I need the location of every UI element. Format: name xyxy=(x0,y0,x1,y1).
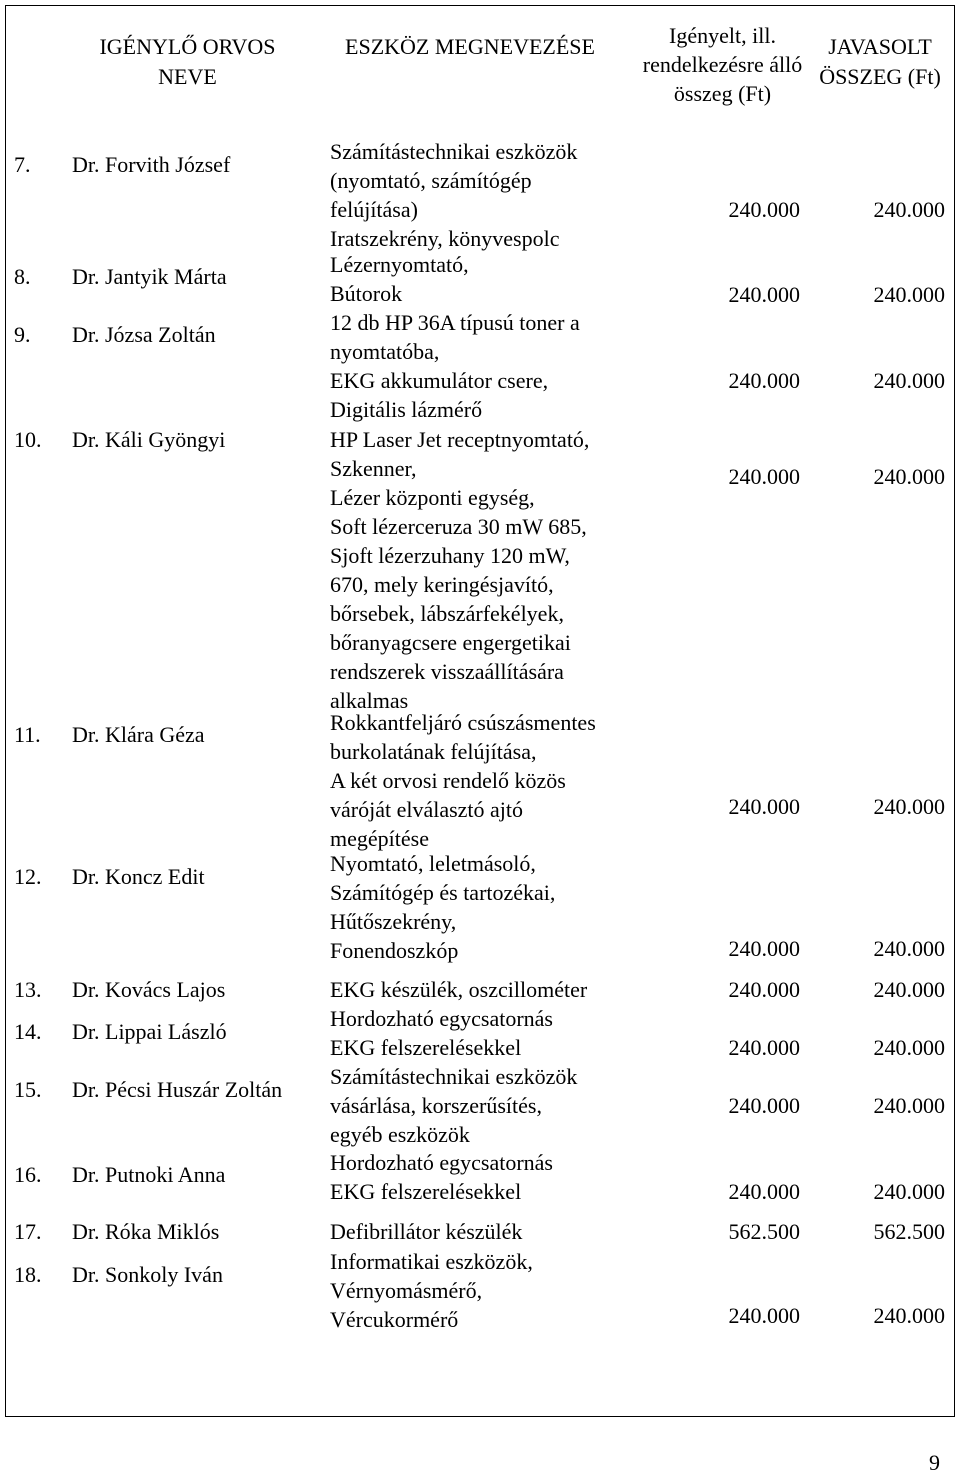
device-line: EKG felszerelésekkel xyxy=(330,1179,522,1204)
doctor-name: Dr. Pécsi Huszár Zoltán xyxy=(72,1077,283,1102)
doctor-name: Dr. Forvith József xyxy=(72,152,231,177)
device-line: A két orvosi rendelő közös xyxy=(330,768,566,793)
proposed-amount: 240.000 xyxy=(873,1303,945,1328)
device-line: Defibrillátor készülék xyxy=(330,1219,523,1244)
requested-amount: 240.000 xyxy=(728,1179,800,1204)
device-line: egyéb eszközök xyxy=(330,1122,470,1147)
proposed-amount: 240.000 xyxy=(873,1035,945,1060)
doctor-name: Dr. Lippai László xyxy=(72,1019,227,1044)
device-line: Digitális lázmérő xyxy=(330,397,483,422)
row-number: 12. xyxy=(14,864,42,889)
device-line: Számítástechnikai eszközök xyxy=(330,1064,578,1089)
device-line: Soft lézerceruza 30 mW 685, xyxy=(330,514,587,539)
device-line: rendszerek visszaállítására xyxy=(330,659,564,684)
requested-amount: 240.000 xyxy=(728,197,800,222)
requested-amount: 240.000 xyxy=(728,936,800,961)
device-line: Szkenner, xyxy=(330,456,417,481)
requested-amount: 240.000 xyxy=(728,977,800,1002)
device-line: nyomtatóba, xyxy=(330,339,440,364)
proposed-amount: 240.000 xyxy=(873,936,945,961)
header-col-requested: Igényelt, ill. rendelkezésre álló összeg (Ft) xyxy=(642,23,803,106)
row-number: 9. xyxy=(14,322,31,347)
requested-amount: 240.000 xyxy=(728,464,800,489)
proposed-amount: 240.000 xyxy=(873,464,945,489)
device-line: EKG akkumulátor csere, xyxy=(330,368,549,393)
device-line: Rokkantfeljáró csúszásmentes xyxy=(330,710,596,735)
device-line: vásárlása, korszerűsítés, xyxy=(330,1093,542,1118)
device-line: Bútorok xyxy=(330,281,403,306)
requested-amount: 240.000 xyxy=(728,282,800,307)
requested-amount: 240.000 xyxy=(728,1303,800,1328)
doctor-name: Dr. Koncz Edit xyxy=(72,864,205,889)
device-line: Lézer központi egység, xyxy=(330,485,535,510)
doctor-name: Dr. Róka Miklós xyxy=(72,1219,220,1244)
row-number: 10. xyxy=(14,427,42,452)
row-number: 11. xyxy=(14,722,41,747)
device-line: Informatikai eszközök, xyxy=(330,1249,533,1274)
requested-amount: 240.000 xyxy=(728,1093,800,1118)
requested-amount: 562.500 xyxy=(728,1219,800,1244)
device-line: Lézernyomtató, xyxy=(330,252,469,277)
proposed-amount: 240.000 xyxy=(873,794,945,819)
device-line: bőrsebek, lábszárfekélyek, xyxy=(330,601,564,626)
doctor-name: Dr. Klára Géza xyxy=(72,722,205,747)
device-line: Hordozható egycsatornás xyxy=(330,1150,553,1175)
device-line: Iratszekrény, könyvespolc xyxy=(330,226,560,251)
proposed-amount: 240.000 xyxy=(873,368,945,393)
proposed-amount: 562.500 xyxy=(873,1219,945,1244)
row-number: 13. xyxy=(14,977,42,1002)
device-line: alkalmas xyxy=(330,688,409,713)
row-number: 14. xyxy=(14,1019,42,1044)
device-line: EKG felszerelésekkel xyxy=(330,1035,522,1060)
device-line: Hűtőszekrény, xyxy=(330,909,457,934)
device-line: Számítástechnikai eszközök xyxy=(330,139,578,164)
doctor-name: Dr. Káli Gyöngyi xyxy=(72,427,226,452)
row-number: 16. xyxy=(14,1162,42,1187)
device-line: Nyomtató, leletmásoló, xyxy=(330,851,536,876)
device-line: 12 db HP 36A típusú toner a xyxy=(330,310,580,335)
device-line: Fonendoszkóp xyxy=(330,938,459,963)
device-line: 670, mely keringésjavító, xyxy=(330,572,554,597)
proposed-amount: 240.000 xyxy=(873,1093,945,1118)
device-line: megépítése xyxy=(330,826,429,851)
row-number: 7. xyxy=(14,152,31,177)
device-line: Vércukormérő xyxy=(330,1307,459,1332)
proposed-amount: 240.000 xyxy=(873,1179,945,1204)
proposed-amount: 240.000 xyxy=(873,977,945,1002)
requested-amount: 240.000 xyxy=(728,368,800,393)
device-line: bőranyagcsere engergetikai xyxy=(330,630,571,655)
requested-amount: 240.000 xyxy=(728,794,800,819)
requested-amount: 240.000 xyxy=(728,1035,800,1060)
device-line: HP Laser Jet receptnyomtató, xyxy=(330,427,590,452)
row-number: 17. xyxy=(14,1219,42,1244)
device-line: EKG készülék, oszcillométer xyxy=(330,977,588,1002)
doctor-name: Dr. Putnoki Anna xyxy=(72,1162,226,1187)
doctor-name: Dr. Jantyik Márta xyxy=(72,264,227,289)
proposed-amount: 240.000 xyxy=(873,282,945,307)
device-line: váróját elválasztó ajtó xyxy=(330,797,524,822)
proposed-amount: 240.000 xyxy=(873,197,945,222)
device-line: (nyomtató, számítógép xyxy=(330,168,532,193)
header-col-name: IGÉNYLŐ ORVOS NEVE xyxy=(99,34,276,89)
device-line: Sjoft lézerzuhany 120 mW, xyxy=(330,543,570,568)
device-line: Hordozható egycsatornás xyxy=(330,1006,553,1031)
row-number: 8. xyxy=(14,264,31,289)
device-line: felújítása) xyxy=(330,197,418,222)
header-col-proposed: JAVASOLT ÖSSZEG (Ft) xyxy=(819,34,941,89)
doctor-name: Dr. Józsa Zoltán xyxy=(72,322,216,347)
row-number: 18. xyxy=(14,1262,42,1287)
doctor-name: Dr. Sonkoly Iván xyxy=(72,1262,223,1287)
header-col-device: ESZKÖZ MEGNEVEZÉSE xyxy=(345,34,595,59)
device-line: Számítógép és tartozékai, xyxy=(330,880,556,905)
row-number: 15. xyxy=(14,1077,42,1102)
device-line: Vérnyomásmérő, xyxy=(330,1278,483,1303)
doctor-name: Dr. Kovács Lajos xyxy=(72,977,226,1002)
device-line: burkolatának felújítása, xyxy=(330,739,537,764)
page-number: 9 xyxy=(929,1450,940,1475)
